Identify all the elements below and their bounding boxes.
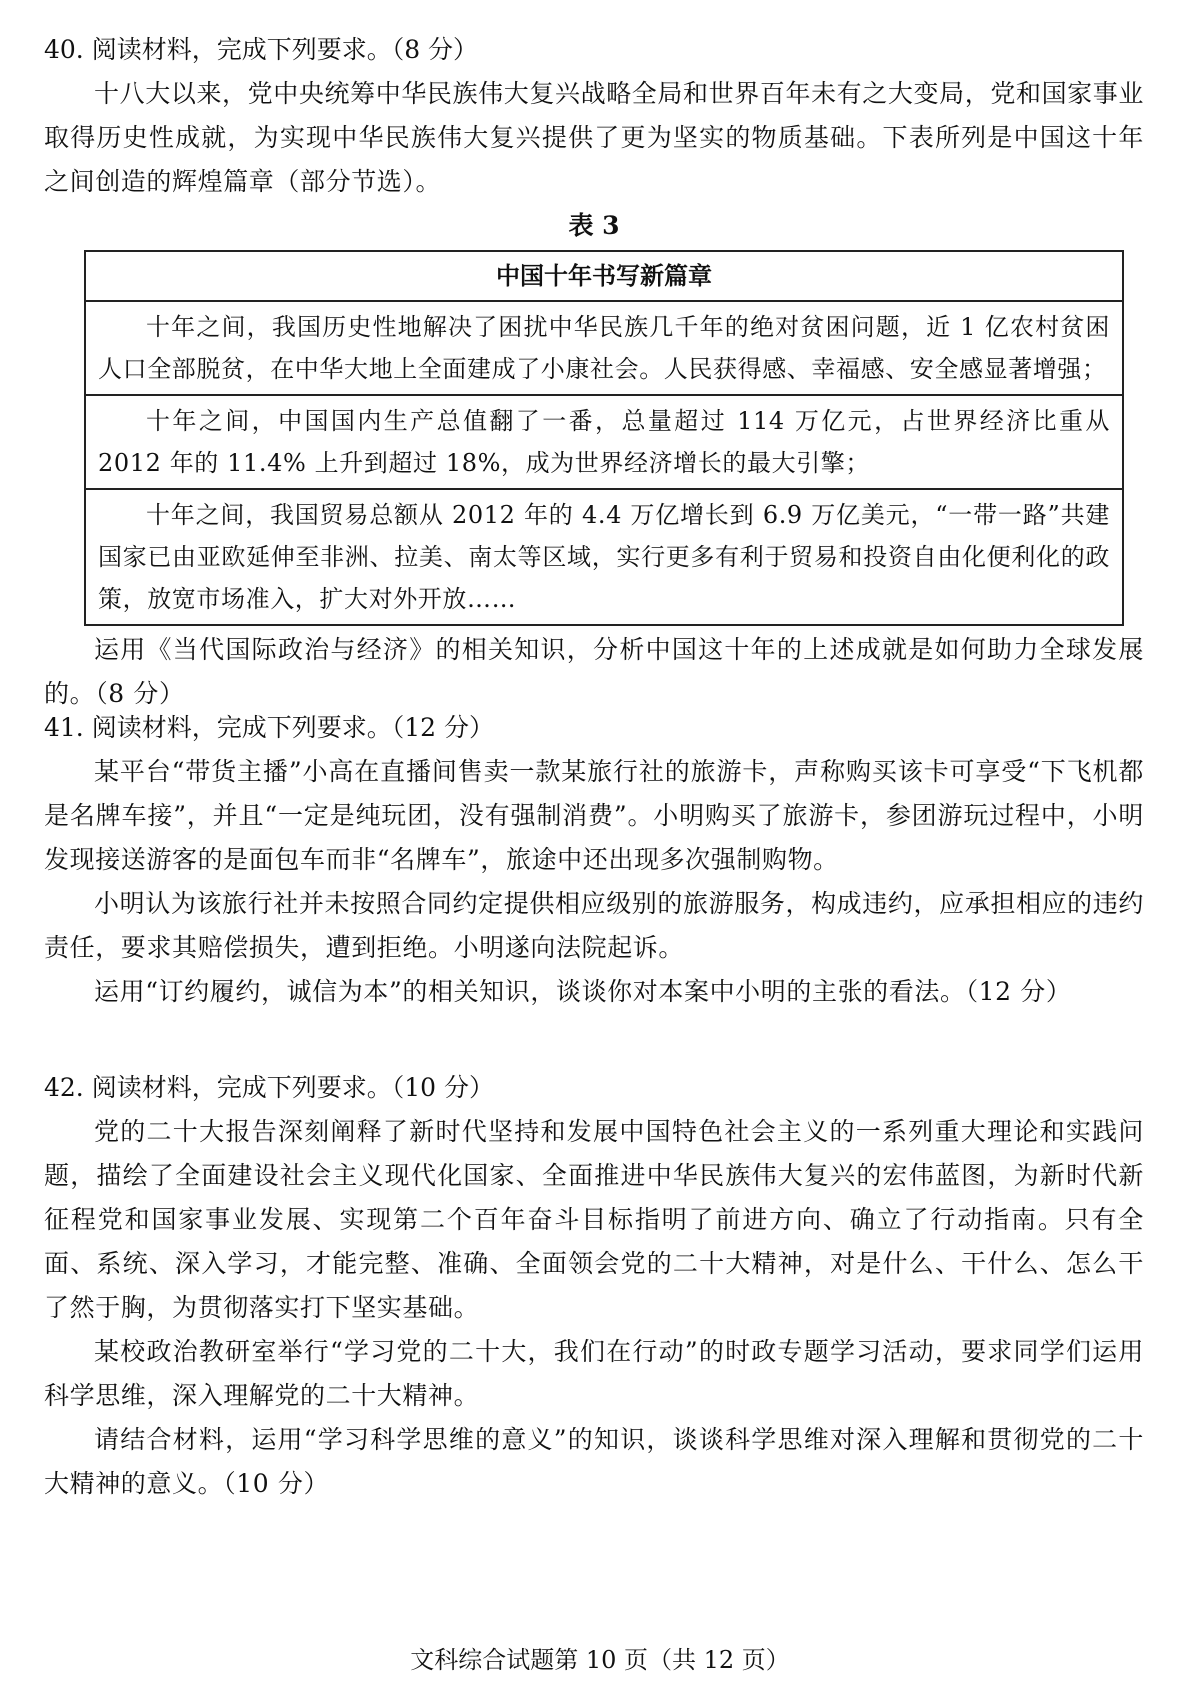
question-42 bbox=[44, 1066, 1144, 1506]
question-42-task: 请结合材料，运用“学习科学思维的意义”的知识，谈谈科学思维对深入理解和贯彻党的二十大精神的意义。（10 分） bbox=[44, 1425, 1144, 1498]
page-footer: 文科综合试题第 10 页（共 12 页） bbox=[410, 1646, 790, 1674]
question-41-material-1: 某平台“带货主播”小高在直播间售卖一款某旅行社的旅游卡，声称购买该卡可享受“下飞机都是名牌车接”，并且“一定是纯玩团，没有强制消费”。小明购买了旅游卡，参团游玩过程中，小明发现接送游客的是面包车而非“名牌车”，旅途中还出现多次强制购物。 bbox=[44, 757, 1144, 874]
table-row: 十年之间，我国历史性地解决了困扰中华民族几千年的绝对贫困问题，近 1 亿农村贫困人口全部脱贫，在中华大地上全面建成了小康社会。人民获得感、幸福感、安全感显著增强； bbox=[86, 302, 1122, 396]
table-title: 中国十年书写新篇章 bbox=[86, 252, 1122, 302]
table-row: 十年之间，我国贸易总额从 2012 年的 4.4 万亿增长到 6.9 万亿美元，“一带一路”共建国家已由亚欧延伸至非洲、拉美、南太等区域，实行更多有利于贸易和投资自由化便利化的政策，放宽市场准入，扩大对外开放…… bbox=[98, 501, 1110, 613]
question-41-heading: 41. 阅读材料，完成下列要求。（12 分） bbox=[44, 713, 494, 742]
question-41-material-2: 小明认为该旅行社并未按照合同约定提供相应级别的旅游服务，构成违约，应承担相应的违约责任，要求其赔偿损失，遭到拒绝。小明遂向法院起诉。 bbox=[44, 889, 1144, 962]
achievements-table bbox=[84, 250, 1124, 626]
question-40-task: 运用《当代国际政治与经济》的相关知识，分析中国这十年的上述成就是如何助力全球发展的。（8 分） bbox=[44, 635, 1144, 708]
question-42-material-1: 党的二十大报告深刻阐释了新时代坚持和发展中国特色社会主义的一系列重大理论和实践问题，描绘了全面建设社会主义现代化国家、全面推进中华民族伟大复兴的宏伟蓝图，为新时代新征程党和国家事业发展、实现第二个百年奋斗目标指明了前进方向、确立了行动指南。只有全面、系统、深入学习，才能完整、准确、全面领会党的二十大精神，对是什么、干什么、怎么干了然于胸，为贯彻落实打下坚实基础。 bbox=[44, 1117, 1144, 1322]
question-40-heading: 40. 阅读材料，完成下列要求。（8 分） bbox=[44, 35, 479, 64]
question-42-material-2: 某校政治教研室举行“学习党的二十大，我们在行动”的时政专题学习活动，要求同学们运用科学思维，深入理解党的二十大精神。 bbox=[44, 1337, 1144, 1410]
table-row: 十年之间，中国国内生产总值翻了一番，总量超过 114 万亿元，占世界经济比重从 2012 年的 11.4% 上升到超过 18%，成为世界经济增长的最大引擎； bbox=[86, 396, 1122, 490]
table-caption: 表 3 bbox=[568, 211, 620, 240]
question-41-task: 运用“订约履约，诚信为本”的相关知识，谈谈你对本案中小明的主张的看法。（12 分） bbox=[94, 977, 1072, 1006]
question-42-heading: 42. 阅读材料，完成下列要求。（10 分） bbox=[44, 1073, 494, 1102]
question-40-intro: 十八大以来，党中央统筹中华民族伟大复兴战略全局和世界百年未有之大变局，党和国家事业取得历史性成就，为实现中华民族伟大复兴提供了更为坚实的物质基础。下表所列是中国这十年之间创造的辉煌篇章（部分节选）。 bbox=[44, 79, 1144, 196]
question-40 bbox=[44, 28, 1144, 716]
question-41 bbox=[44, 706, 1144, 1014]
